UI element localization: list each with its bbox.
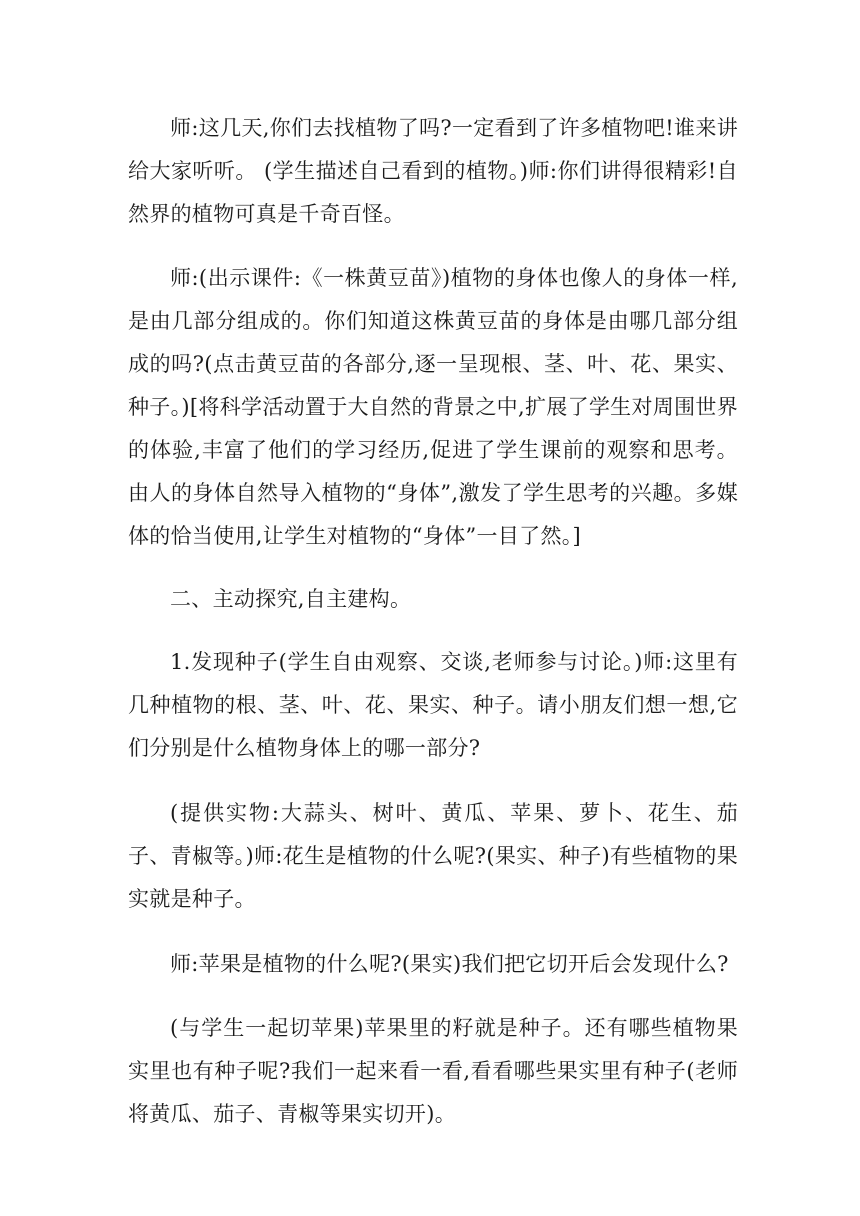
paragraph-cut-apple: (与学生一起切苹果)苹果里的籽就是种子。还有哪些植物果实里也有种子呢?我们一起来看一看,看看哪些果实里有种子(老师将黄瓜、茄子、青椒等果实切开)。 bbox=[128, 1016, 738, 1126]
paragraph-apple-question: 师:苹果是植物的什么呢?(果实)我们把它切开后会发现什么? bbox=[170, 952, 729, 976]
paragraph-provided-items: (提供实物:大蒜头、树叶、黄瓜、苹果、萝卜、花生、茄子、青椒等。)师:花生是植物的什么呢?(果实、种子)有些植物的果实就是种子。 bbox=[128, 801, 738, 911]
paragraph-teacher-intro: 师:这几天,你们去找植物了吗?一定看到了许多植物吧!谁来讲给大家听听。 (学生描述自己看到的植物。)师:你们讲得很精彩!自然界的植物可真是千奇百怪。 bbox=[128, 116, 738, 226]
paragraph-courseware-soybean: 师:(出示课件:《一株黄豆苗》)植物的身体也像人的身体一样,是由几部分组成的。你们知道这株黄豆苗的身体是由哪几部分组成的吗?(点击黄豆苗的各部分,逐一呈现根、茎、叶、花、果实、种子。)[将科学活动置于大自然的背景之中,扩展了学生对周围世界的体验,丰富了他们的学习经历,促进了学生课前的观察和思考。由人的身体自然导入植物的“身体”,激发了学生思考的兴趣。多媒体的恰当使用,让学生对植物的“身体”一目了然。] bbox=[128, 266, 738, 548]
document-body bbox=[128, 107, 738, 1136]
paragraph-discover-seeds: 1.发现种子(学生自由观察、交谈,老师参与讨论。)师:这里有几种植物的根、茎、叶、花、果实、种子。请小朋友们想一想,它们分别是什么植物身体上的哪一部分? bbox=[128, 650, 738, 760]
section-heading-explore: 二、主动探究,自主建构。 bbox=[170, 587, 412, 611]
